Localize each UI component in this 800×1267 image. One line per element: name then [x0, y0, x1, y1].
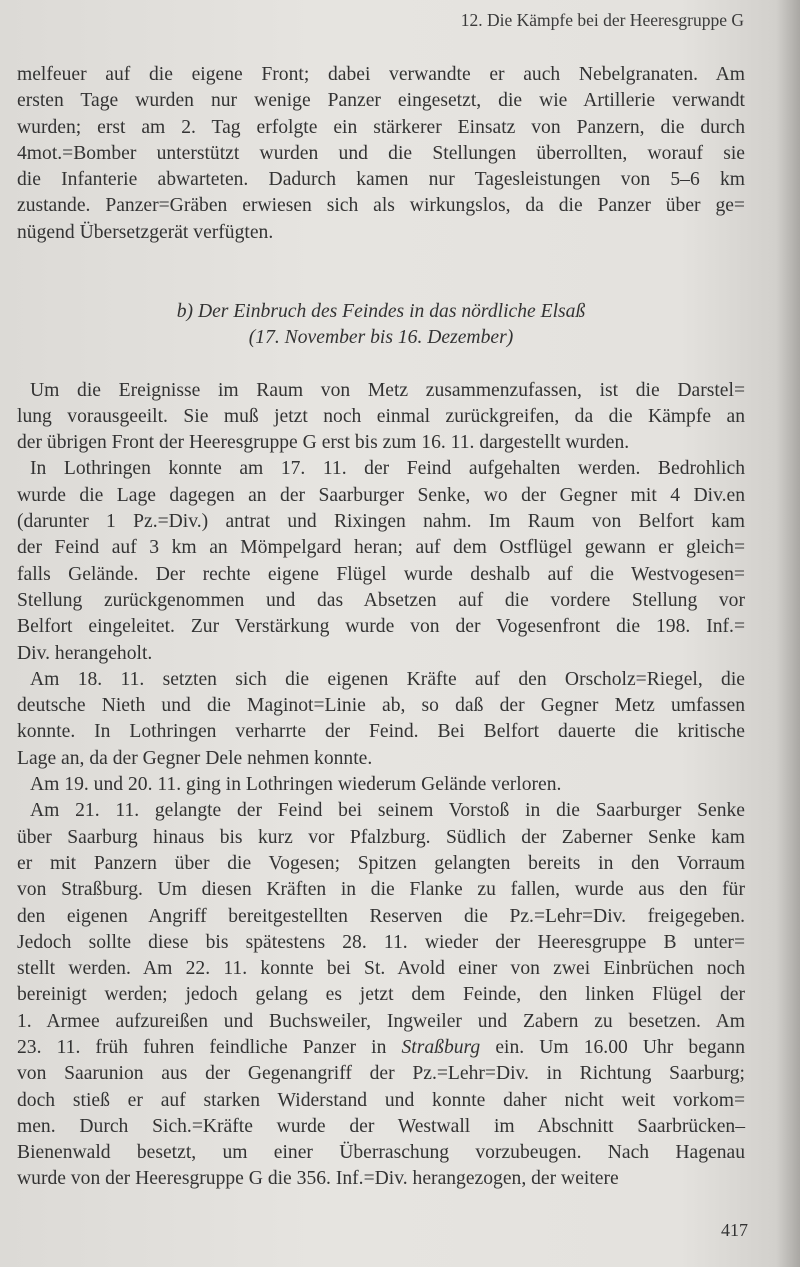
text-line: Am 18. 11. setzten sich die eigenen Kräfte auf den Orscholz=Riegel, die	[30, 668, 745, 690]
text-line: zustande. Panzer=Gräben erwiesen sich als wirkungslos, da die Panzer über ge=	[17, 195, 745, 217]
text-line: Bienenwald besetzt, um einer Überraschung vorzubeugen. Nach Hagenau	[17, 1142, 745, 1164]
paragraph	[17, 456, 745, 666]
text-line: lung vorausgeeilt. Sie muß jetzt noch einmal zurückgreifen, da die Kämpfe an	[17, 405, 745, 427]
paragraph	[17, 798, 745, 1192]
text-line: melfeuer auf die eigene Front; dabei verwandte er auch Nebelgranaten. Am	[17, 64, 745, 85]
text-line: wurde die Lage dagegen an der Saarburger Senke, wo der Gegner mit 4 Div.en	[17, 484, 745, 506]
text-segment: 23. 11. früh fuhren feindliche Panzer in	[17, 1036, 402, 1058]
text-line: doch stieß er auf starken Widerstand und konnte daher nicht weit vorkom=	[17, 1089, 745, 1111]
text-line: Belfort eingeleitet. Zur Verstärkung wurde von der Vogesenfront die 198. Inf.=	[17, 616, 745, 638]
text-line: die Infanterie abwarteten. Dadurch kamen nur Tagesleistungen von 5–6 km	[17, 169, 745, 191]
page-number: 417	[721, 1220, 748, 1240]
text-line: von Straßburg. Um diesen Kräften in die Flanke zu fallen, wurde aus den für	[17, 879, 745, 901]
text-line: er mit Panzern über die Vogesen; Spitzen gelangten bereits in den Vorraum	[17, 852, 745, 874]
text-line: Stellung zurückgenommen und das Absetzen auf die vordere Stellung vor	[17, 589, 745, 611]
text-line: men. Durch Sich.=Kräfte wurde der Westwall im Abschnitt Saarbrücken–	[17, 1115, 745, 1137]
text-line	[17, 1035, 745, 1061]
text-line: In Lothringen konnte am 17. 11. der Feind aufgehalten werden. Bedrohlich	[30, 458, 745, 480]
italic-place-name: Straßburg	[401, 1036, 481, 1058]
text-line: der Feind auf 3 km an Mömpelgard heran; auf dem Ostflügel gewann er gleich=	[17, 537, 745, 559]
text-line: falls Gelände. Der rechte eigene Flügel wurde deshalb auf die Westvogesen=	[17, 563, 745, 585]
text-line: Am 21. 11. gelangte der Feind bei seinem Vorstoß in die Saarburger Senke	[30, 800, 745, 822]
text-line: bereinigt werden; jedoch gelang es jetzt dem Feinde, den linken Flügel der	[17, 984, 745, 1006]
running-header: 12. Die Kämpfe bei der Heeresgruppe G	[460, 10, 744, 30]
text-line: von Saarunion aus der Gegenangriff der Pz.=Lehr=Div. in Richtung Saarburg;	[17, 1063, 745, 1085]
text-line: deutsche Nieth und die Maginot=Linie ab, so daß der Gegner Metz umfassen	[17, 695, 745, 717]
section-subheading: (17. November bis 16. Dezember)	[248, 326, 514, 348]
text-line: wurden; erst am 2. Tag erfolgte ein stärkerer Einsatz von Panzern, die durch	[17, 116, 745, 138]
text-line: ersten Tage wurden nur wenige Panzer eingesetzt, die wie Artillerie verwandt	[17, 90, 745, 112]
paragraph	[17, 772, 745, 798]
section-paragraphs	[17, 378, 745, 1193]
page-body	[17, 62, 745, 1193]
text-line: 4mot.=Bomber unterstützt wurden und die Stellungen überrollten, worauf sie	[17, 142, 745, 164]
text-line: über Saarburg hinaus bis kurz vor Pfalzburg. Südlich der Zaberner Senke kam	[17, 826, 745, 848]
text-line: Lage an, da der Gegner Dele nehmen konnte.	[17, 747, 373, 769]
text-line: 1. Armee aufzureißen und Buchsweiler, Ingweiler und Zabern zu besetzen. Am	[17, 1010, 745, 1032]
text-line: Am 19. und 20. 11. ging in Lothringen wiederum Gelände verloren.	[30, 774, 562, 796]
section-heading: b) Der Einbruch des Feindes in das nördliche Elsaß	[176, 300, 586, 322]
text-line: Div. herangeholt.	[17, 642, 153, 664]
text-line: wurde von der Heeresgruppe G die 356. Inf.=Div. herangezogen, der weitere	[17, 1168, 619, 1190]
text-line: den eigenen Angriff bereitgestellten Reserven die Pz.=Lehr=Div. freigegeben.	[17, 905, 745, 927]
text-line: der übrigen Front der Heeresgruppe G erst bis zum 16. 11. dargestellt wurden.	[17, 432, 630, 454]
text-line: stellt werden. Am 22. 11. konnte bei St. Avold einer von zwei Einbrüchen noch	[17, 958, 745, 980]
intro-paragraph	[17, 62, 745, 246]
text-line: Jedoch sollte diese bis spätestens 28. 11. wieder der Heeresgruppe B unter=	[17, 931, 745, 953]
paragraph	[17, 378, 745, 457]
text-segment: ein. Um 16.00 Uhr begann	[480, 1036, 745, 1058]
paragraph	[17, 667, 745, 772]
text-line: Um die Ereignisse im Raum von Metz zusammenzufassen, ist die Darstel=	[30, 379, 745, 401]
text-line: nügend Übersetzgerät verfügten.	[17, 221, 274, 243]
text-line: (darunter 1 Pz.=Div.) antrat und Rixingen nahm. Im Raum von Belfort kam	[17, 511, 745, 533]
text-line: konnte. In Lothringen verharrte der Feind. Bei Belfort dauerte die kritische	[17, 721, 745, 743]
